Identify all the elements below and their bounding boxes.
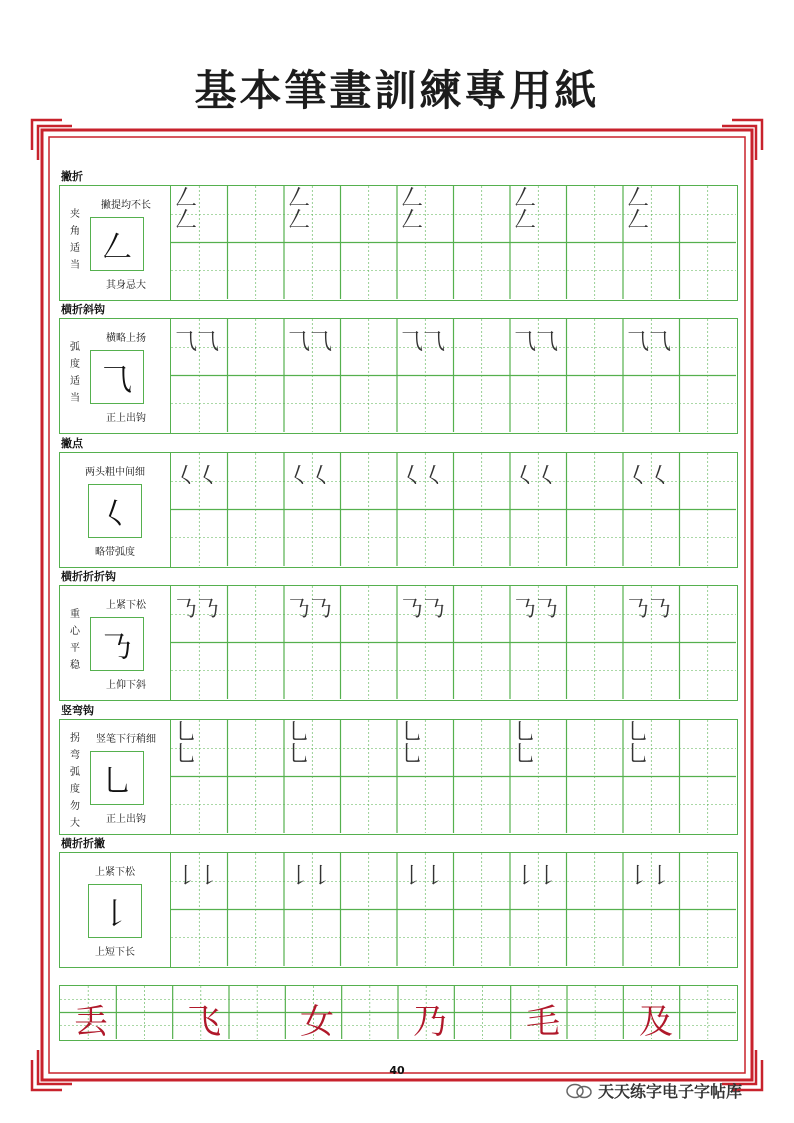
sample-stroke: 𠄌𠄌 (175, 864, 220, 889)
side-hint-char: 度 (70, 784, 80, 795)
side-hint-char: 弧 (70, 767, 80, 778)
sample-stroke: 乚 乚 (175, 720, 198, 767)
side-hint-char: 适 (70, 376, 80, 387)
practice-area (171, 186, 737, 300)
top-hint: 上紧下松 (106, 600, 146, 611)
side-hint (66, 339, 84, 407)
sample-stroke: 乚 乚 (288, 720, 311, 767)
stroke-practice-row (59, 318, 738, 434)
practice-word: 丢 (74, 1002, 108, 1042)
sample-stroke: 𠄎𠄎 (514, 597, 559, 622)
sample-stroke: 𡿨𡿨 (514, 464, 559, 489)
sample-stroke: 𠃋 𠃋 (175, 186, 198, 233)
demo-stroke-box (90, 350, 144, 404)
sample-stroke: 𠄎𠄎 (401, 597, 446, 622)
stroke-guide-panel (60, 319, 171, 433)
sample-stroke: 𠄌𠄌 (627, 864, 672, 889)
side-hint-char: 度 (70, 359, 80, 370)
side-hint-char: 拐 (70, 733, 80, 744)
sample-stroke: 𡿨𡿨 (401, 464, 446, 489)
practice-area (171, 720, 737, 834)
side-hint-char: 重 (70, 609, 80, 620)
side-hint-char: 弧 (70, 342, 80, 353)
sample-stroke: 𠃋 𠃋 (288, 186, 311, 233)
top-hint: 横略上扬 (106, 333, 146, 344)
side-hint-char: 大 (70, 818, 80, 829)
practice-area (171, 453, 737, 567)
practice-grid (171, 720, 736, 833)
practice-word: 飞 (187, 1002, 221, 1042)
demo-stroke-box (90, 617, 144, 671)
stroke-practice-row (59, 719, 738, 835)
sample-stroke: 𠃋 𠃋 (514, 186, 537, 233)
sample-stroke: 𠄌𠄌 (288, 864, 333, 889)
practice-word: 毛 (526, 1002, 560, 1042)
stroke-practice-row (59, 852, 738, 968)
sample-stroke: 𠄌𠄌 (401, 864, 446, 889)
practice-area (171, 319, 737, 433)
top-hint: 撇提均不长 (101, 200, 151, 211)
top-hint: 两头粗中间细 (85, 467, 145, 478)
sample-stroke: 𡿨𡿨 (627, 464, 672, 489)
page-title: 基本筆畫訓練專用紙 (194, 66, 600, 115)
page-number: 40 (389, 1064, 405, 1077)
section-label: 横折折折钩 (61, 570, 116, 583)
top-hint: 上紧下松 (95, 867, 135, 878)
section-label: 横折斜钩 (61, 303, 105, 316)
sample-stroke: 𠄎𠄎 (175, 597, 220, 622)
demo-stroke-box (90, 751, 144, 805)
sample-stroke: 𠄎𠄎 (627, 597, 672, 622)
sample-stroke: 𠄎𠄎 (288, 597, 333, 622)
side-hint (66, 606, 84, 674)
bottom-hint: 正上出钩 (106, 413, 146, 424)
side-hint (66, 206, 84, 274)
sample-stroke: 乚 乚 (401, 720, 424, 767)
practice-grid (171, 186, 736, 299)
stroke-practice-row (59, 452, 738, 568)
demo-stroke: 𠃋 (102, 230, 132, 265)
demo-stroke: ⺄ (102, 363, 132, 398)
stroke-guide-panel (60, 186, 171, 300)
demo-stroke-box (88, 884, 142, 938)
side-hint-char: 夹 (70, 209, 80, 220)
practice-word-row (59, 985, 738, 1041)
sample-stroke: ⺄⺄ (288, 330, 333, 355)
side-hint-char: 适 (70, 243, 80, 254)
section-label: 横折折撇 (61, 837, 105, 850)
demo-stroke: 𡿨 (100, 497, 130, 532)
stroke-practice-row (59, 185, 738, 301)
sample-stroke: 𡿨𡿨 (288, 464, 333, 489)
stroke-practice-row (59, 585, 738, 701)
section-label: 撇折 (61, 170, 83, 183)
bottom-hint: 正上出钩 (106, 814, 146, 825)
stroke-guide-panel (60, 586, 171, 700)
sample-stroke: 𠄌𠄌 (514, 864, 559, 889)
side-hint-char: 稳 (70, 660, 80, 671)
section-label: 竖弯钩 (61, 704, 94, 717)
demo-stroke-box (88, 484, 142, 538)
side-hint-char: 弯 (70, 750, 80, 761)
side-hint-char: 当 (70, 260, 80, 271)
demo-stroke: 𠄎 (102, 630, 132, 665)
practice-area (171, 853, 737, 967)
sample-stroke: ⺄⺄ (401, 330, 446, 355)
side-hint-char: 平 (70, 643, 80, 654)
demo-stroke: 𠄌 (100, 897, 130, 932)
bottom-hint: 上短下长 (95, 947, 135, 958)
practice-word: 乃 (413, 1002, 447, 1042)
sample-stroke: 𠃋 𠃋 (627, 186, 650, 233)
demo-stroke-box (90, 217, 144, 271)
stroke-guide-panel (60, 453, 171, 567)
practice-area (171, 586, 737, 700)
sample-stroke: ⺄⺄ (514, 330, 559, 355)
sample-stroke: 乚 乚 (627, 720, 650, 767)
side-hint-char: 当 (70, 393, 80, 404)
stroke-guide-panel (60, 853, 171, 967)
sample-stroke: ⺄⺄ (175, 330, 220, 355)
bottom-hint: 其身忌大 (106, 280, 146, 291)
bottom-hint: 略带弧度 (95, 547, 135, 558)
stroke-guide-panel (60, 720, 171, 834)
top-hint: 竖笔下行稍细 (96, 734, 156, 745)
side-hint-char: 心 (70, 626, 80, 637)
side-hint-char: 角 (70, 226, 80, 237)
watermark-text: 天天练字电子字帖库 (598, 1082, 743, 1101)
watermark (566, 1079, 742, 1102)
section-label: 撇点 (61, 437, 83, 450)
sample-stroke: 𡿨𡿨 (175, 464, 220, 489)
sample-stroke: 𠃋 𠃋 (401, 186, 424, 233)
practice-word: 女 (300, 1002, 334, 1042)
bottom-hint: 上仰下斜 (106, 680, 146, 691)
wechat-icon (566, 1083, 592, 1099)
demo-stroke: 乚 (102, 764, 132, 799)
practice-word: 及 (639, 1002, 673, 1042)
sample-stroke: ⺄⺄ (627, 330, 672, 355)
sample-stroke: 乚 乚 (514, 720, 537, 767)
side-hint-char: 勿 (70, 801, 80, 812)
